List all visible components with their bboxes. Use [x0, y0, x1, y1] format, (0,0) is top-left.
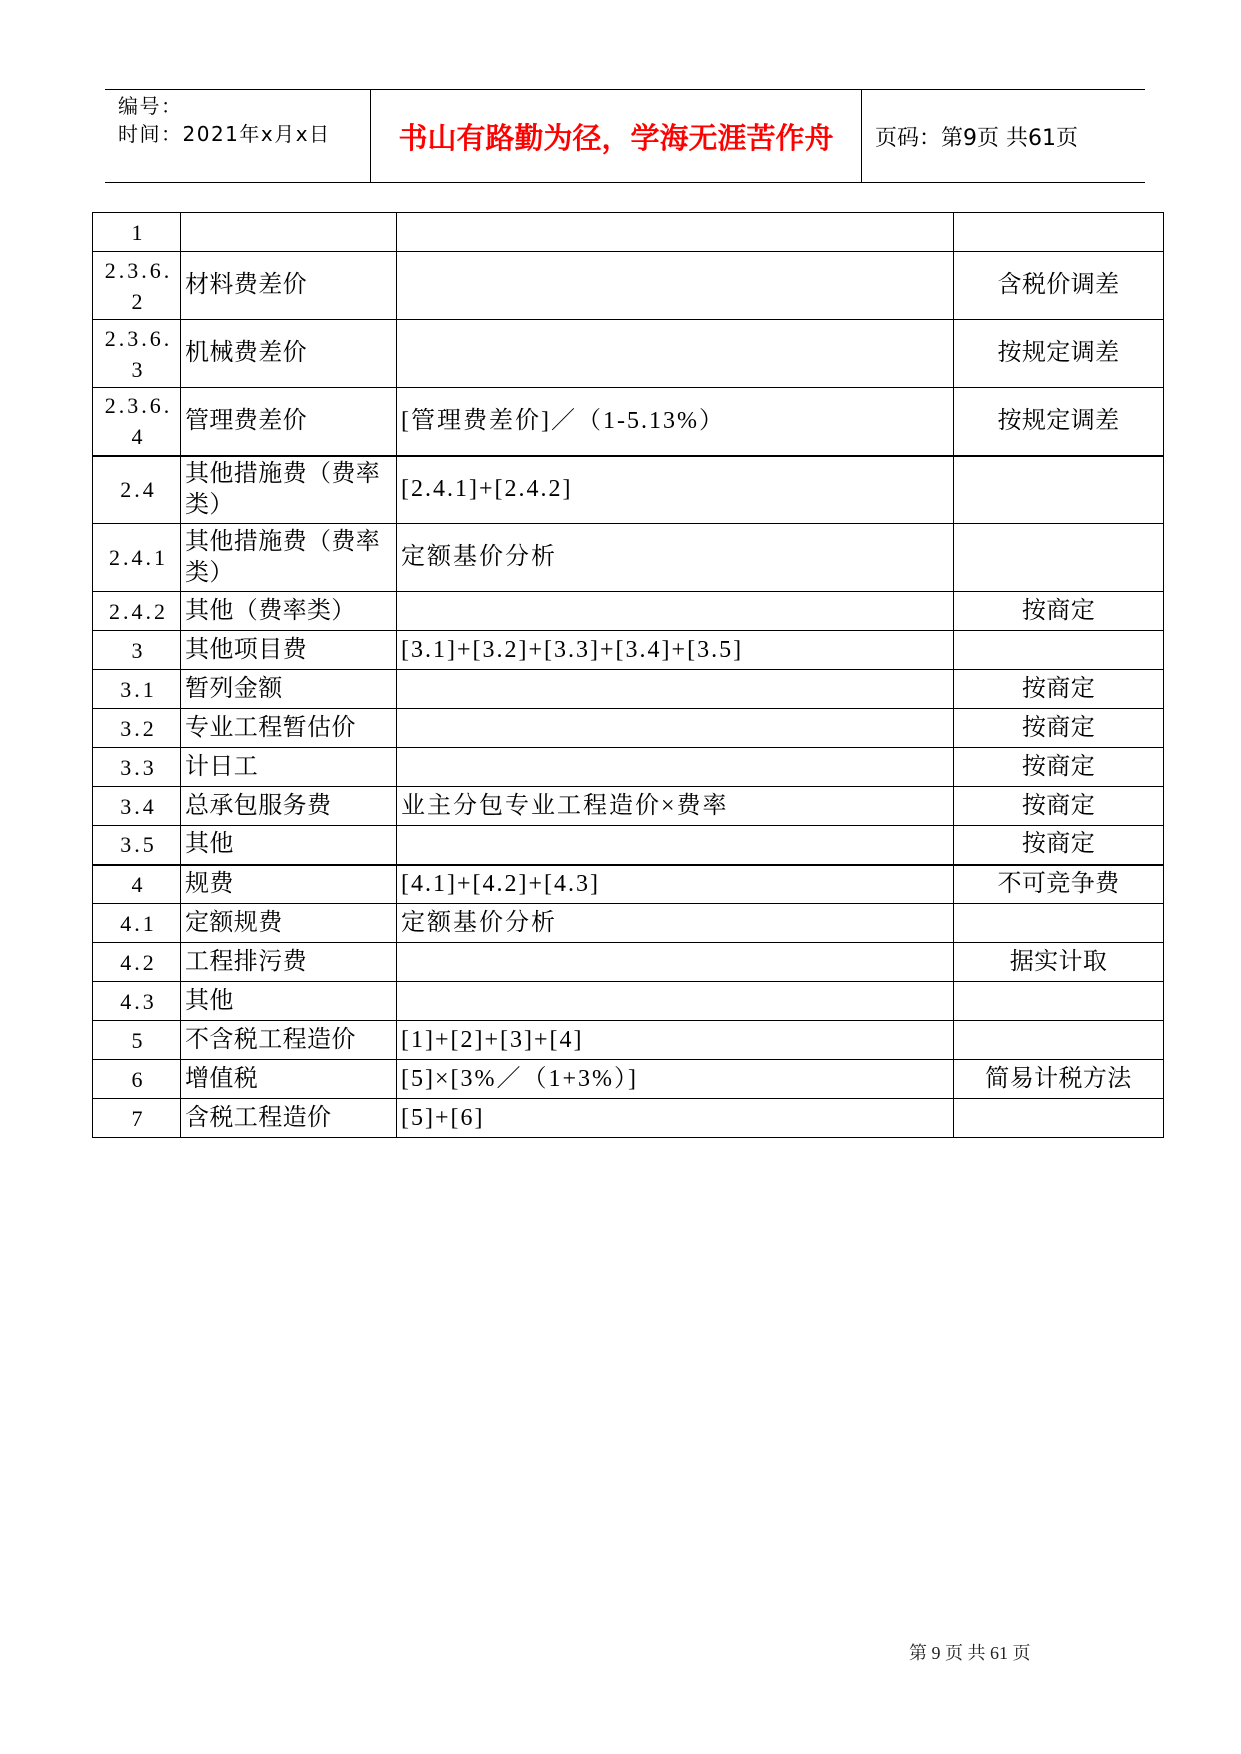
formula-cell: 定额基价分析: [397, 904, 954, 943]
note-cell: [954, 1021, 1164, 1060]
formula-cell: [397, 320, 954, 388]
formula-cell: 定额基价分析: [397, 524, 954, 592]
row-number-cell: 4.3: [93, 982, 181, 1021]
table-row: [93, 904, 1164, 943]
note-cell: 按商定: [954, 709, 1164, 748]
item-name-cell: 总承包服务费: [181, 787, 397, 826]
formula-cell: [5]×[3%／（1+3%）]: [397, 1060, 954, 1099]
formula-cell: [397, 748, 954, 787]
row-number-cell: 3.1: [93, 670, 181, 709]
table-row: [93, 213, 1164, 252]
page-info-text: 页码：第9页 共61页: [875, 125, 1078, 151]
row-number-cell: 6: [93, 1060, 181, 1099]
table-row: [93, 252, 1164, 320]
item-name-cell: 计日工: [181, 748, 397, 787]
row-number-cell: 3: [93, 631, 181, 670]
note-cell: 按商定: [954, 592, 1164, 631]
row-number-cell: 3.4: [93, 787, 181, 826]
table-row: [93, 982, 1164, 1021]
formula-cell: [397, 670, 954, 709]
note-cell: 按商定: [954, 670, 1164, 709]
row-number-cell: 4.2: [93, 943, 181, 982]
formula-cell: [管理费差价]／（1-5.13%）: [397, 388, 954, 456]
item-name-cell: [181, 213, 397, 252]
row-number-cell: 4: [93, 865, 181, 904]
note-cell: 按规定调差: [954, 388, 1164, 456]
row-number-cell: 2.3.6.3: [93, 320, 181, 388]
row-number-cell: 2.4.2: [93, 592, 181, 631]
row-number-cell: 3.2: [93, 709, 181, 748]
note-cell: 不可竞争费: [954, 865, 1164, 904]
note-cell: 据实计取: [954, 943, 1164, 982]
table-row: [93, 943, 1164, 982]
item-name-cell: 机械费差价: [181, 320, 397, 388]
table-row: [93, 456, 1164, 524]
item-name-cell: 其他措施费（费率类）: [181, 456, 397, 524]
row-number-cell: 1: [93, 213, 181, 252]
table-row: [93, 524, 1164, 592]
header-page-info: [861, 90, 1145, 182]
note-cell: 含税价调差: [954, 252, 1164, 320]
item-name-cell: 其他项目费: [181, 631, 397, 670]
table-row: [93, 709, 1164, 748]
item-name-cell: 材料费差价: [181, 252, 397, 320]
row-number-cell: 2.4: [93, 456, 181, 524]
formula-cell: [397, 709, 954, 748]
note-cell: [954, 213, 1164, 252]
table-row: [93, 388, 1164, 456]
item-name-cell: 暂列金额: [181, 670, 397, 709]
item-name-cell: 增值税: [181, 1060, 397, 1099]
table-row: [93, 592, 1164, 631]
item-name-cell: 其他: [181, 826, 397, 865]
note-cell: [954, 631, 1164, 670]
formula-cell: [397, 213, 954, 252]
row-number-cell: 7: [93, 1099, 181, 1138]
page-number-footer: 第 9 页 共 61 页: [909, 1643, 1031, 1663]
note-cell: [954, 524, 1164, 592]
table-row: [93, 826, 1164, 865]
motto-title: 书山有路勤为径，学海无涯苦作舟: [398, 120, 834, 155]
item-name-cell: 其他（费率类）: [181, 592, 397, 631]
header-meta: [105, 90, 370, 182]
row-number-cell: 3.3: [93, 748, 181, 787]
item-name-cell: 规费: [181, 865, 397, 904]
formula-cell: [397, 982, 954, 1021]
row-number-cell: 5: [93, 1021, 181, 1060]
formula-cell: [397, 943, 954, 982]
note-cell: 按商定: [954, 787, 1164, 826]
note-cell: [954, 456, 1164, 524]
formula-cell: [2.4.1]+[2.4.2]: [397, 456, 954, 524]
serial-number-label: 编号：: [118, 94, 183, 118]
row-number-cell: 2.3.6.2: [93, 252, 181, 320]
row-number-cell: 2.3.6.4: [93, 388, 181, 456]
formula-cell: [3.1]+[3.2]+[3.3]+[3.4]+[3.5]: [397, 631, 954, 670]
table-row: [93, 865, 1164, 904]
item-name-cell: 不含税工程造价: [181, 1021, 397, 1060]
note-cell: 按商定: [954, 826, 1164, 865]
item-name-cell: 管理费差价: [181, 388, 397, 456]
table-row: [93, 1021, 1164, 1060]
formula-cell: [4.1]+[4.2]+[4.3]: [397, 865, 954, 904]
formula-cell: [397, 826, 954, 865]
formula-cell: [1]+[2]+[3]+[4]: [397, 1021, 954, 1060]
note-cell: [954, 982, 1164, 1021]
table-row: [93, 320, 1164, 388]
note-cell: 按规定调差: [954, 320, 1164, 388]
formula-cell: [5]+[6]: [397, 1099, 954, 1138]
table-row: [93, 670, 1164, 709]
formula-cell: 业主分包专业工程造价×费率: [397, 787, 954, 826]
date-line: 时间：2021年x月x日: [118, 122, 331, 146]
table-row: [93, 631, 1164, 670]
document-header: [105, 89, 1145, 183]
item-name-cell: 其他措施费（费率类）: [181, 524, 397, 592]
note-cell: [954, 1099, 1164, 1138]
item-name-cell: 含税工程造价: [181, 1099, 397, 1138]
item-name-cell: 其他: [181, 982, 397, 1021]
fee-table: [92, 212, 1164, 1138]
note-cell: 简易计税方法: [954, 1060, 1164, 1099]
table-row: [93, 1099, 1164, 1138]
header-motto-cell: [370, 90, 861, 182]
row-number-cell: 2.4.1: [93, 524, 181, 592]
item-name-cell: 工程排污费: [181, 943, 397, 982]
table-row: [93, 748, 1164, 787]
note-cell: 按商定: [954, 748, 1164, 787]
table-row: [93, 787, 1164, 826]
row-number-cell: 3.5: [93, 826, 181, 865]
row-number-cell: 4.1: [93, 904, 181, 943]
note-cell: [954, 904, 1164, 943]
table-row: [93, 1060, 1164, 1099]
formula-cell: [397, 592, 954, 631]
item-name-cell: 定额规费: [181, 904, 397, 943]
item-name-cell: 专业工程暂估价: [181, 709, 397, 748]
formula-cell: [397, 252, 954, 320]
